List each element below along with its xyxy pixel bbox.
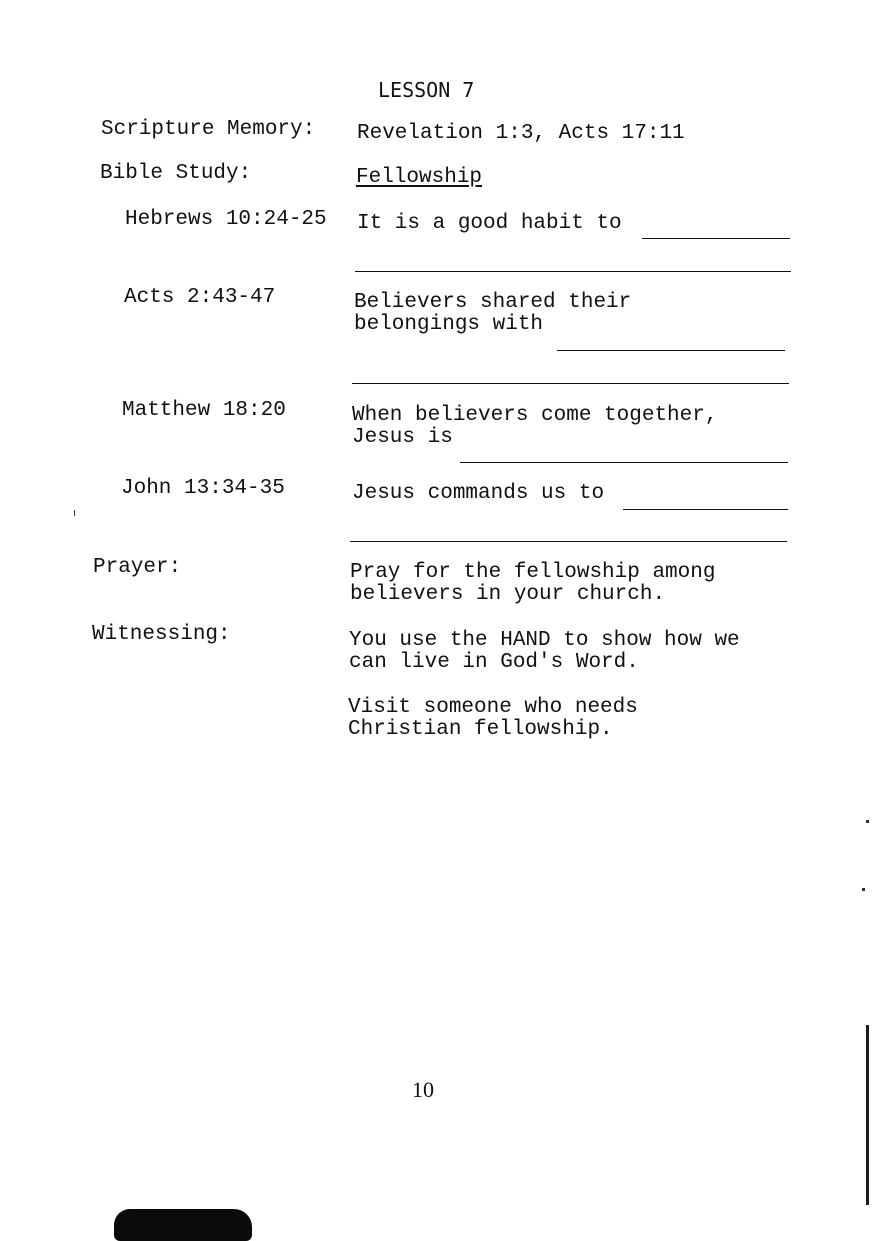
- question-matthew-line2: Jesus is: [352, 426, 453, 449]
- witnessing-paragraph-1-line2: can live in God's Word.: [349, 651, 639, 674]
- prayer-line1: Pray for the fellowship among: [350, 561, 716, 584]
- scan-speck: [74, 510, 75, 516]
- scan-ink-blot: [114, 1209, 252, 1241]
- question-acts-line2: belongings with: [354, 313, 544, 336]
- question-acts-line1: Believers shared their: [354, 291, 632, 314]
- answer-blank[interactable]: [642, 238, 790, 239]
- reference-hebrews: Hebrews 10:24-25: [125, 208, 327, 231]
- witnessing-label: Witnessing:: [92, 623, 231, 646]
- prayer-label: Prayer:: [93, 556, 182, 579]
- scripture-memory-value: Revelation 1:3, Acts 17:11: [357, 122, 685, 145]
- question-matthew-line1: When believers come together,: [352, 404, 718, 427]
- witnessing-paragraph-1-line1: You use the HAND to show how we: [349, 629, 740, 652]
- scan-speck: [866, 820, 869, 823]
- answer-blank[interactable]: [350, 541, 787, 542]
- scripture-memory-label: Scripture Memory:: [101, 118, 316, 141]
- scan-speck: [862, 888, 865, 891]
- lesson-title: LESSON 7: [378, 78, 475, 102]
- bible-study-label: Bible Study:: [100, 162, 252, 185]
- question-john-text: Jesus commands us to: [352, 482, 605, 505]
- answer-blank[interactable]: [352, 383, 789, 384]
- reference-matthew: Matthew 18:20: [122, 399, 286, 422]
- witnessing-paragraph-2-line1: Visit someone who needs: [348, 696, 638, 719]
- answer-blank[interactable]: [355, 271, 791, 272]
- scan-edge-mark: [866, 1025, 869, 1205]
- page-number: 10: [412, 1077, 434, 1102]
- bible-study-topic: Fellowship: [356, 166, 483, 189]
- reference-john: John 13:34-35: [121, 477, 285, 500]
- answer-blank[interactable]: [460, 462, 788, 463]
- prayer-line2: believers in your church.: [350, 583, 666, 606]
- witnessing-paragraph-2-line2: Christian fellowship.: [348, 718, 613, 741]
- answer-blank[interactable]: [623, 509, 788, 510]
- reference-acts: Acts 2:43-47: [124, 286, 276, 309]
- question-hebrews-text: It is a good habit to: [357, 212, 622, 235]
- answer-blank[interactable]: [557, 350, 785, 351]
